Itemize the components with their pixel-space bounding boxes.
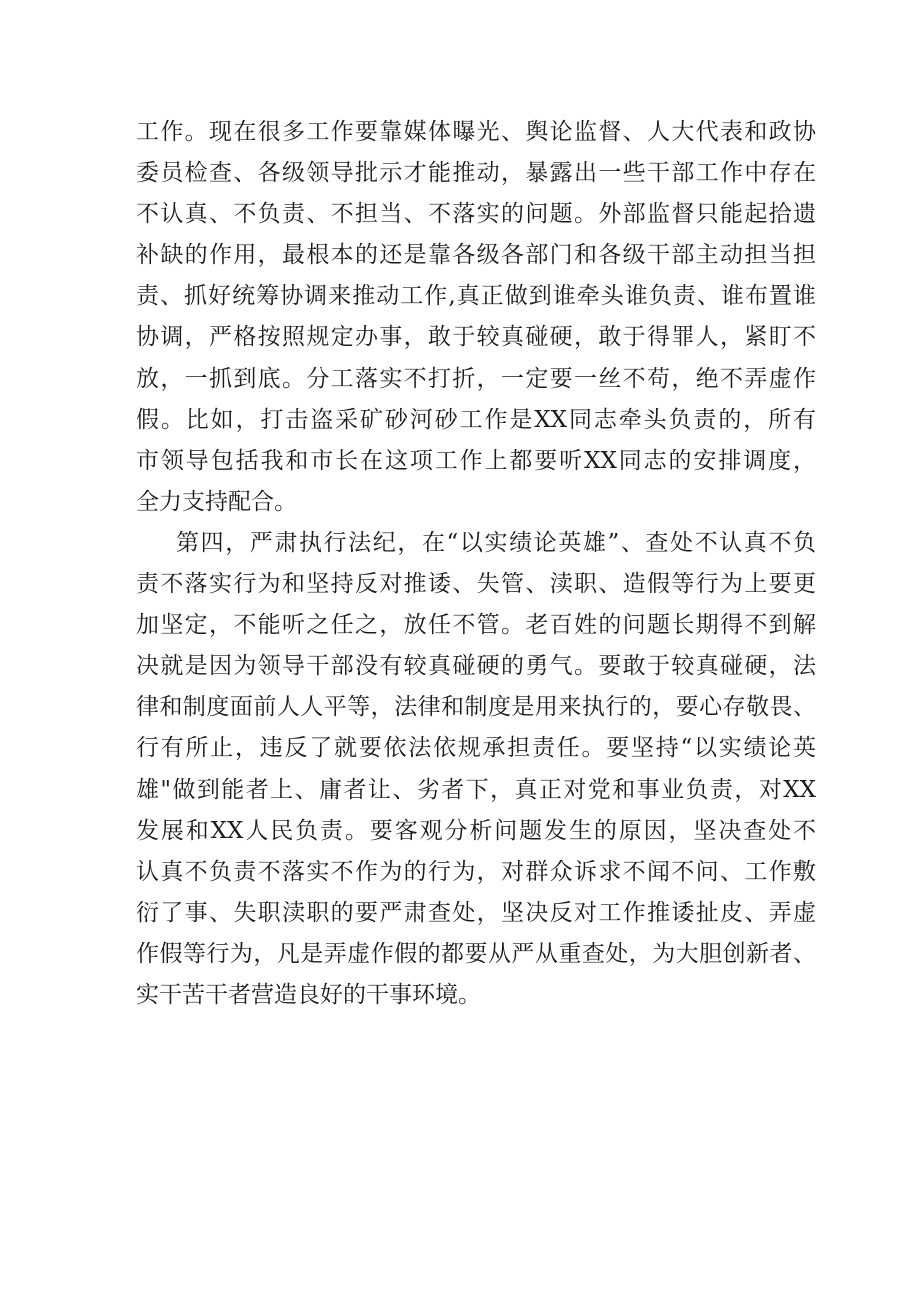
text-line: 责、抓好统筹协调来推动工作,真正做到谁牵头谁负责、谁布置谁 (136, 283, 816, 310)
text-line: 委员检查、各级领导批示才能推动，暴露出一些干部工作中存在 (136, 160, 816, 187)
text-line: 工作。现在很多工作要靠媒体曝光、舆论监督、人大代表和政协 (136, 119, 816, 145)
text-line: 第四，严肃执行法纪，在“以实绩论英雄”、查处不认真不负 (176, 529, 816, 556)
text-line: 责不落实行为和坚持反对推诿、失管、渎职、造假等行为上要更 (136, 571, 816, 598)
text-line: 加坚定，不能听之任之，放任不管。老百姓的问题长期得不到解 (136, 612, 816, 639)
text-line: 补缺的作用，最根本的还是靠各级各部门和各级干部主动担当担 (136, 242, 816, 269)
paragraph-2 (136, 523, 816, 1016)
text-line: 决就是因为领导干部没有较真碰硬的勇气。要敢于较真碰硬，法 (136, 653, 816, 680)
text-line: 律和制度面前人人平等，法律和制度是用来执行的，要心存敬畏、 (136, 694, 816, 721)
text-line: 认真不负责不落实不作为的行为，对群众诉求不闻不问、工作敷 (136, 858, 816, 885)
text-line: 放，一抓到底。分工落实不打折，一定要一丝不苟，绝不弄虚作 (136, 365, 816, 392)
document-body (136, 112, 816, 1016)
text-line: 不认真、不负责、不担当、不落实的问题。外部监督只能起拾遗 (136, 201, 816, 228)
text-line: 协调，严格按照规定办事，敢于较真碰硬，敢于得罪人，紧盯不 (136, 324, 816, 351)
text-line: 行有所止，违反了就要依法依规承担责任。要坚持“以实绩论英 (136, 735, 816, 762)
text-line: 雄"做到能者上、庸者让、劣者下，真正对党和事业负责，对XX (136, 776, 816, 803)
text-line: 发展和XX人民负责。要客观分析问题发生的原因，坚决查处不 (136, 817, 816, 844)
text-line: 假。比如，打击盗采矿砂河砂工作是XX同志牵头负责的，所有 (136, 406, 816, 433)
text-line: 实干苦干者营造良好的干事环境。 (136, 981, 481, 1008)
paragraph-1 (136, 112, 816, 523)
text-line: 全力支持配合。 (136, 488, 297, 515)
text-line: 市领导包括我和市长在这项工作上都要听XX同志的安排调度， (136, 447, 816, 474)
text-line: 衍了事、失职渎职的要严肃查处，坚决反对工作推诿扯皮、弄虚 (136, 899, 816, 926)
text-line: 作假等行为，凡是弄虚作假的都要从严从重查处，为大胆创新者、 (136, 940, 816, 967)
